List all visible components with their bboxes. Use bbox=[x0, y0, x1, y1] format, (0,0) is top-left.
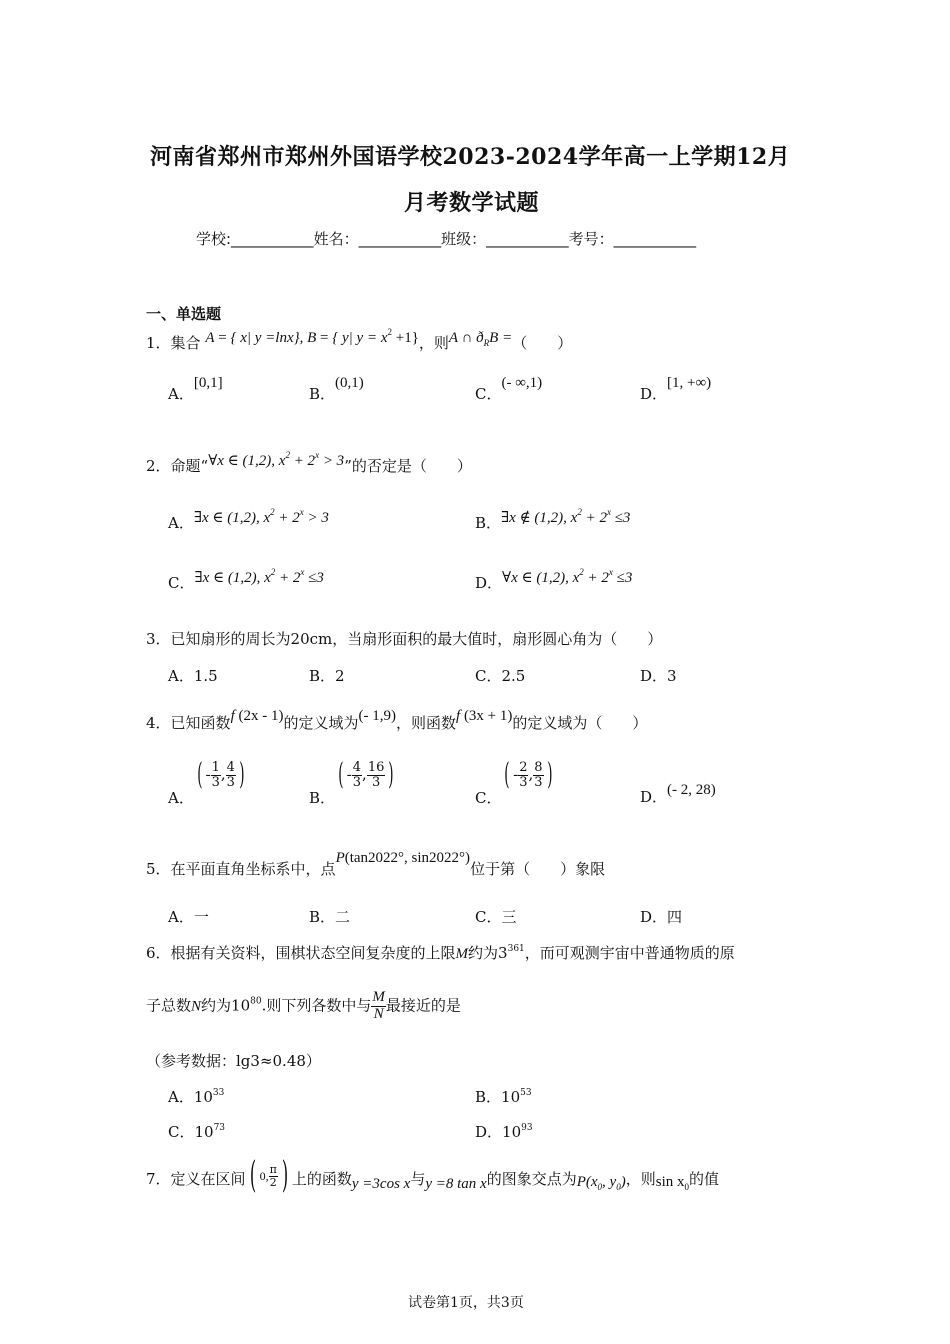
q3-option-b: B．2 bbox=[309, 667, 345, 685]
q1-sets: A = { x| y =lnx}, B = { y| $y = x^2 +1$} bbox=[205, 327, 419, 346]
question-7: 7．定义在区间 ( 0, $\frac{\pi}{2}$ ) 上的函数y =3cos x与y =8 tan x的图象交点为$P(x_0$, $y_0$)，则$\sin x_0$的值 bbox=[146, 1155, 720, 1196]
question-4: 4．已知函数f (2x - 1)的定义域为(- 1,9)，则函数f (3x + 1)的定义域为（ ） bbox=[146, 708, 648, 732]
q1-lead: 集合 bbox=[170, 334, 201, 352]
question-2: 2．命题“∀x ∈ (1,2), $x^2 + 2^x > 3$”的否定是（ ） bbox=[146, 450, 472, 475]
q4-option-c: C．( - $\frac{2}{3}$ , $\frac{8}{3}$ ) bbox=[475, 757, 553, 807]
class-field: 班级：___________ bbox=[441, 230, 569, 248]
q2-option-b: B．∃x ∉ (1,2), $x^2 + 2^x \le 3$ bbox=[475, 507, 631, 532]
page-footer: 试卷第1页，共3页 bbox=[408, 1295, 524, 1311]
q4-option-a: A．( - $\frac{1}{3}$ , $\frac{4}{3}$ ) bbox=[168, 757, 245, 807]
q2-option-d: D．∀x ∈ (1,2), $x^2 + 2^x \le 3$ bbox=[475, 567, 633, 592]
q3-option-a: A．1.5 bbox=[168, 667, 218, 685]
q5-option-c: C．三 bbox=[475, 908, 517, 926]
q1-expr: A ∩ $ð_RB$ = bbox=[448, 330, 513, 348]
question-1 bbox=[146, 327, 573, 354]
q5-option-d: D．四 bbox=[640, 908, 683, 926]
q6-option-c: C．$10^{73}$ bbox=[168, 1123, 226, 1141]
q1-paren: （ ） bbox=[512, 334, 573, 352]
q5-option-a: A．一 bbox=[168, 908, 209, 926]
title-line1: 河南省郑州市郑州外国语学校2023-2024学年高一上学期12月 bbox=[150, 144, 791, 170]
q1-option-d: D．[1, +∞) bbox=[640, 375, 712, 403]
q1-option-b: B．(0,1) bbox=[309, 375, 364, 403]
title-line2: 月考数学试题 bbox=[404, 190, 540, 216]
q4-option-d: D．(- 2, 28) bbox=[640, 782, 716, 806]
question-5: 5．在平面直角坐标系中，点P(tan2022°, sin2022°)位于第（ ）象限 bbox=[146, 850, 606, 878]
q1-number: 1． bbox=[146, 334, 171, 352]
q1-option-c: C．(- ∞,1) bbox=[475, 375, 543, 403]
number-field: 考号：___________ bbox=[568, 230, 697, 248]
question-3: 3．已知扇形的周长为20cm，当扇形面积的最大值时，扇形圆心角为（ ） bbox=[146, 630, 663, 648]
q1-option-a: A．[0,1] bbox=[168, 375, 223, 403]
q3-option-d: D．3 bbox=[640, 667, 677, 685]
question-6-line1: 6．根据有关资料，围棋状态空间复杂度的上限M约为$3^{361}$，而可观测宇宙中普通物质的原 bbox=[146, 944, 735, 962]
q6-option-a: A．$10^{33}$ bbox=[168, 1088, 225, 1106]
q3-option-c: C．2.5 bbox=[475, 667, 526, 685]
q1-then: ，则 bbox=[418, 334, 449, 352]
q2-option-a: A．∃x ∈ (1,2), $x^2 + 2^x > 3$ bbox=[168, 507, 329, 532]
q2-stem: ∀x ∈ (1,2), $x^2 + 2^x > 3$ bbox=[208, 450, 345, 469]
q2-option-c: C．∃x ∈ (1,2), $x^2 + 2^x \le 3$ bbox=[168, 567, 324, 592]
q5-option-b: B．二 bbox=[309, 908, 351, 926]
school-field: 学校:___________ bbox=[196, 230, 314, 248]
name-field: 姓名：___________ bbox=[313, 230, 442, 248]
q6-option-b: B．$10^{53}$ bbox=[475, 1088, 532, 1106]
q6-reference: （参考数据：lg3≈0.48） bbox=[146, 1052, 321, 1070]
question-6-line2: 子总数N约为$10^{80}$.则下列各数中与 $\frac{M}{N}$ 最接近的是 bbox=[146, 989, 461, 1022]
q4-option-b: B．( - $\frac{4}{3}$ , $\frac{16}{3}$ ) bbox=[309, 757, 394, 807]
student-info bbox=[196, 228, 696, 249]
section-header: 一、单选题 bbox=[146, 305, 222, 323]
q6-option-d: D．$10^{93}$ bbox=[475, 1123, 533, 1141]
